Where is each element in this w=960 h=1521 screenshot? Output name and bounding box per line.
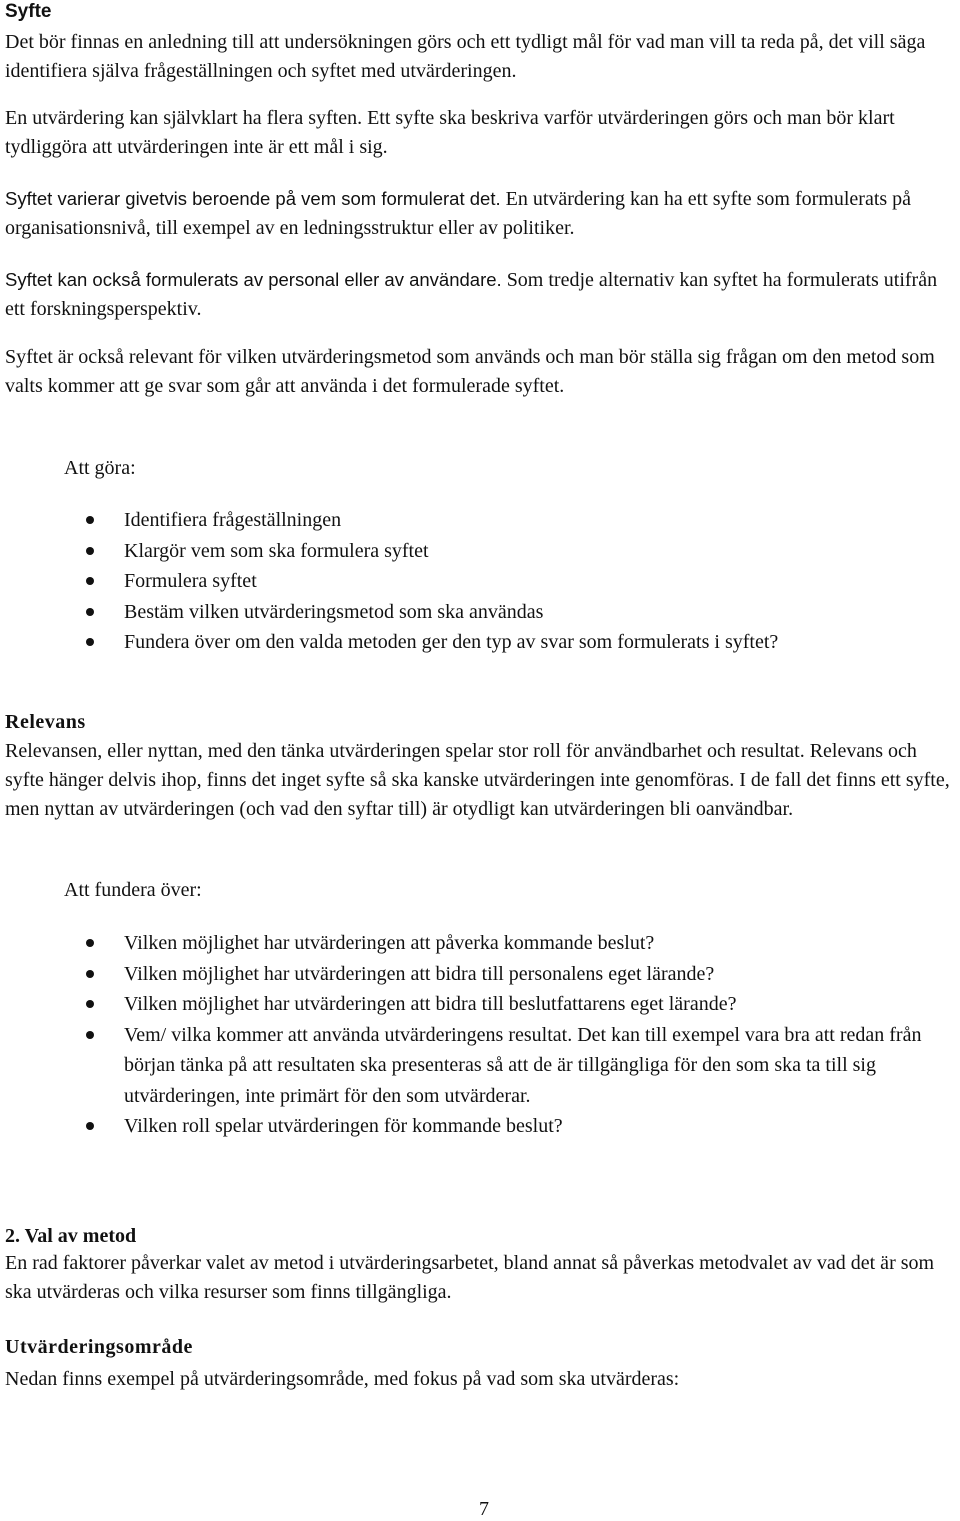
bullet-icon <box>86 1122 94 1130</box>
bullet-icon <box>86 638 94 646</box>
section-heading-val-av-metod: 2. Val av metod <box>5 1225 137 1247</box>
list-item: Formulera syftet <box>0 566 960 597</box>
list-item: Vilken möjlighet har utvärderingen att bidra till personalens eget lärande? <box>0 959 960 990</box>
syfte-paragraph-3-sans: Syftet varierar givetvis beroende på vem som formulerat det. <box>5 188 501 209</box>
section-heading-syfte: Syfte <box>5 1 52 22</box>
bullet-icon <box>86 939 94 947</box>
bullet-icon <box>86 1000 94 1008</box>
bullet-icon <box>86 970 94 978</box>
val-av-metod-paragraph: En rad faktorer påverkar valet av metod i utvärderingsarbetet, bland annat så påverkas metodvalet av vad det är som ska utvärderas och vilka resurser som finns tillgängliga. <box>5 1252 935 1303</box>
syfte-paragraph-4-serif: Som tredje alternativ kan syftet ha formulerats utifrån ett forskningsperspektiv. <box>5 269 938 320</box>
todo-heading: Att göra: <box>64 457 136 479</box>
syfte-paragraph-4-sans: Syftet kan också formulerats av personal eller av användare. <box>5 269 502 290</box>
utvarderingsomrade-paragraph: Nedan finns exempel på utvärderingsområde, med fokus på vad som ska utvärderas: <box>5 1368 680 1390</box>
consider-heading: Att fundera över: <box>64 879 202 901</box>
todo-list <box>0 505 960 658</box>
section-heading-relevans: Relevans <box>5 711 86 733</box>
list-item: Vilken roll spelar utvärderingen för kommande beslut? <box>0 1111 960 1142</box>
bullet-icon <box>86 608 94 616</box>
list-item: Fundera över om den valda metoden ger den typ av svar som formulerats i syftet? <box>0 627 960 658</box>
syfte-paragraph-3-serif: En utvärdering kan ha ett syfte som formulerats på organisationsnivå, till exempel av en ledningsstruktur eller av politiker. <box>5 188 912 239</box>
list-item: Vilken möjlighet har utvärderingen att bidra till beslutfattarens eget lärande? <box>0 989 960 1020</box>
list-item: Vem/ vilka kommer att använda utvärderingens resultat. Det kan till exempel vara bra att redan från början tänka på att resultaten ska presenteras så att de är tillgängliga för den som ska ta till sig utvärderingen, inte primärt för den som utvärderar. <box>0 1020 960 1112</box>
syfte-paragraph-4 <box>5 265 960 324</box>
page-number: 7 <box>479 1498 489 1520</box>
syfte-paragraph-2: En utvärdering kan självklart ha flera syften. Ett syfte ska beskriva varför utvärderingen görs och man bör klart tydliggöra att utvärderingen inte är ett mål i sig. <box>5 107 895 158</box>
bullet-icon <box>86 547 94 555</box>
section-heading-utvarderingsomrade: Utvärderingsområde <box>5 1336 193 1358</box>
syfte-paragraph-1: Det bör finnas en anledning till att undersökningen görs och ett tydligt mål för vad man vill ta reda på, det vill säga identifiera själva frågeställningen och syftet med utvärderingen. <box>5 31 926 82</box>
list-item: Klargör vem som ska formulera syftet <box>0 536 960 567</box>
bullet-icon <box>86 577 94 585</box>
bullet-icon <box>86 1031 94 1039</box>
syfte-paragraph-5: Syftet är också relevant för vilken utvärderingsmetod som används och man bör ställa sig frågan om den metod som valts kommer att ge svar som går att använda i det formulerade syftet. <box>5 346 935 397</box>
list-item: Bestäm vilken utvärderingsmetod som ska användas <box>0 597 960 628</box>
list-item: Vilken möjlighet har utvärderingen att påverka kommande beslut? <box>0 928 960 959</box>
bullet-icon <box>86 516 94 524</box>
relevans-paragraph-1: Relevansen, eller nyttan, med den tänka utvärderingen spelar stor roll för användbarhet och resultat. Relevans och syfte hänger delvis ihop, finns det inget syfte så ska kanske utvärderingen inte genomföras. I de fall det finns ett syfte, men nyttan av utvärderingen (och vad den syftar till) är otydligt kan utvärderingen bli oanvändbar. <box>5 740 950 820</box>
consider-list <box>0 928 960 1142</box>
syfte-paragraph-3 <box>5 184 960 243</box>
list-item: Identifiera frågeställningen <box>0 505 960 536</box>
